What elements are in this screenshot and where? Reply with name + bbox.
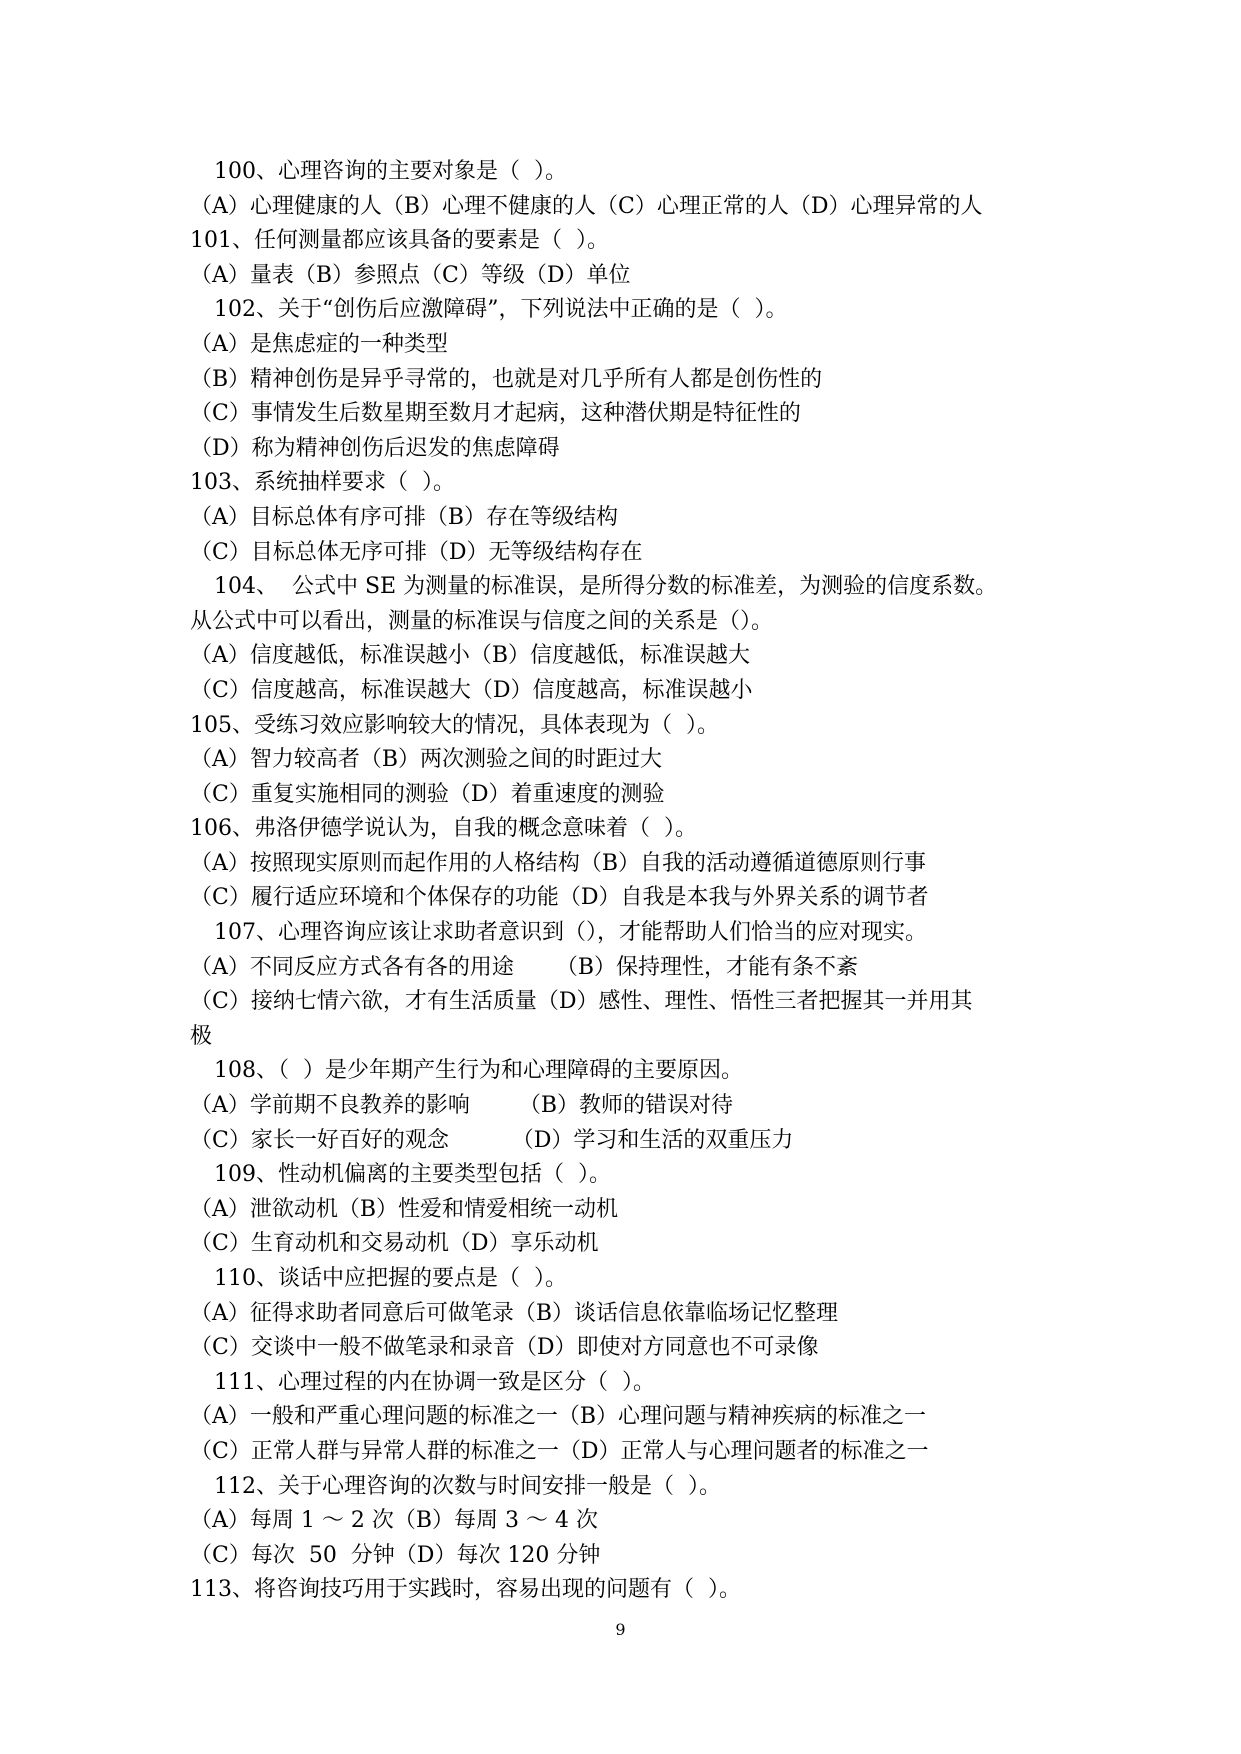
- text-line: （C）事情发生后数星期至数月才起病，这种潜伏期是特征性的: [190, 401, 801, 427]
- text-line: 105、受练习效应影响较大的情况，具体表现为（ ）。: [190, 712, 719, 738]
- text-line: （C）目标总体无序可排（D）无等级结构存在: [190, 539, 643, 565]
- text-line: 110、谈话中应把握的要点是（ ）。: [214, 1266, 567, 1291]
- text-line: （C）正常人群与异常人群的标准之一（D）正常人与心理问题者的标准之一: [190, 1438, 929, 1464]
- text-line: （C）重复实施相同的测验（D）着重速度的测验: [190, 781, 665, 807]
- text-line: 102、关于“创伤后应激障碍”，下列说法中正确的是（ ）。: [214, 297, 788, 323]
- text-line: 100、心理咨询的主要对象是（ ）。: [214, 159, 567, 184]
- text-line: （C）生育动机和交易动机（D）享乐动机: [190, 1231, 599, 1257]
- text-line: 极: [190, 1023, 213, 1049]
- text-line: 112、关于心理咨询的次数与时间安排一般是（ ）。: [214, 1473, 721, 1499]
- text-line: （C）每次 50 分钟（D）每次 120 分钟: [190, 1542, 601, 1568]
- text-line: （B）精神创伤是异乎寻常的，也就是对几乎所有人都是创伤性的: [190, 366, 823, 392]
- text-line: （C）家长一好百好的观念 （D）学习和生活的双重压力: [190, 1127, 794, 1153]
- text-line: （A）一般和严重心理问题的标准之一（B）心理问题与精神疾病的标准之一: [190, 1404, 927, 1430]
- text-line: （C）交谈中一般不做笔录和录音（D）即使对方同意也不可录像: [190, 1335, 819, 1361]
- text-line: （A）征得求助者同意后可做笔录（B）谈话信息依靠临场记忆整理: [190, 1300, 839, 1326]
- text-line: （C）信度越高，标准误越大（D）信度越高，标准误越小: [190, 677, 753, 703]
- text-line: （D）称为精神创伤后迟发的焦虑障碍: [190, 435, 560, 461]
- text-line: （A）按照现实原则而起作用的人格结构（B）自我的活动遵循道德原则行事: [190, 850, 927, 876]
- page-number: 9: [615, 1620, 626, 1639]
- text-line: 103、系统抽样要求（ ）。: [190, 470, 455, 496]
- text-line: （A）泄欲动机（B）性爱和情爱相统一动机: [190, 1196, 619, 1222]
- text-line: （C）履行适应环境和个体保存的功能（D）自我是本我与外界关系的调节者: [190, 885, 929, 911]
- text-line: 从公式中可以看出，测量的标准误与信度之间的关系是（）。: [190, 608, 774, 634]
- text-line: （A）心理健康的人（B）心理不健康的人（C）心理正常的人（D）心理异常的人: [190, 193, 983, 219]
- text-line: （A）学前期不良教养的影响 （B）教师的错误对待: [190, 1093, 734, 1119]
- text-line: 106、弗洛伊德学说认为，自我的概念意味着（ ）。: [190, 816, 697, 842]
- text-line: 109、性动机偏离的主要类型包括（ ）。: [214, 1162, 611, 1188]
- text-line: 108、（ ）是少年期产生行为和心理障碍的主要原因。: [214, 1058, 743, 1084]
- text-line: （A）每周 1 ～ 2 次（B）每周 3 ～ 4 次: [190, 1508, 598, 1534]
- question-list: [190, 155, 1070, 1608]
- text-line: 107、心理咨询应该让求助者意识到（），才能帮助人们恰当的应对现实。: [214, 920, 927, 946]
- text-line: （A）是焦虑症的一种类型: [190, 331, 448, 357]
- text-line: （A）信度越低，标准误越小（B）信度越低，标准误越大: [190, 643, 751, 669]
- text-line: 104、 公式中 SE 为测量的标准误，是所得分数的标准差，为测验的信度系数。: [214, 574, 998, 600]
- text-line: 111、心理过程的内在协调一致是区分（ ）。: [214, 1369, 655, 1395]
- text-line: （A）不同反应方式各有各的用途 （B）保持理性，才能有条不紊: [190, 954, 859, 980]
- text-line: 101、任何测量都应该具备的要素是（ ）。: [190, 228, 609, 254]
- text-line: 113、将咨询技巧用于实践时，容易出现的问题有（ ）。: [190, 1577, 741, 1603]
- text-line: （A）目标总体有序可排（B）存在等级结构: [190, 504, 619, 530]
- text-line: （A）智力较高者（B）两次测验之间的时距过大: [190, 747, 663, 773]
- text-line: （C）接纳七情六欲，才有生活质量（D）感性、理性、悟性三者把握其一并用其: [190, 989, 973, 1015]
- text-line: （A）量表（B）参照点（C）等级（D）单位: [190, 262, 631, 288]
